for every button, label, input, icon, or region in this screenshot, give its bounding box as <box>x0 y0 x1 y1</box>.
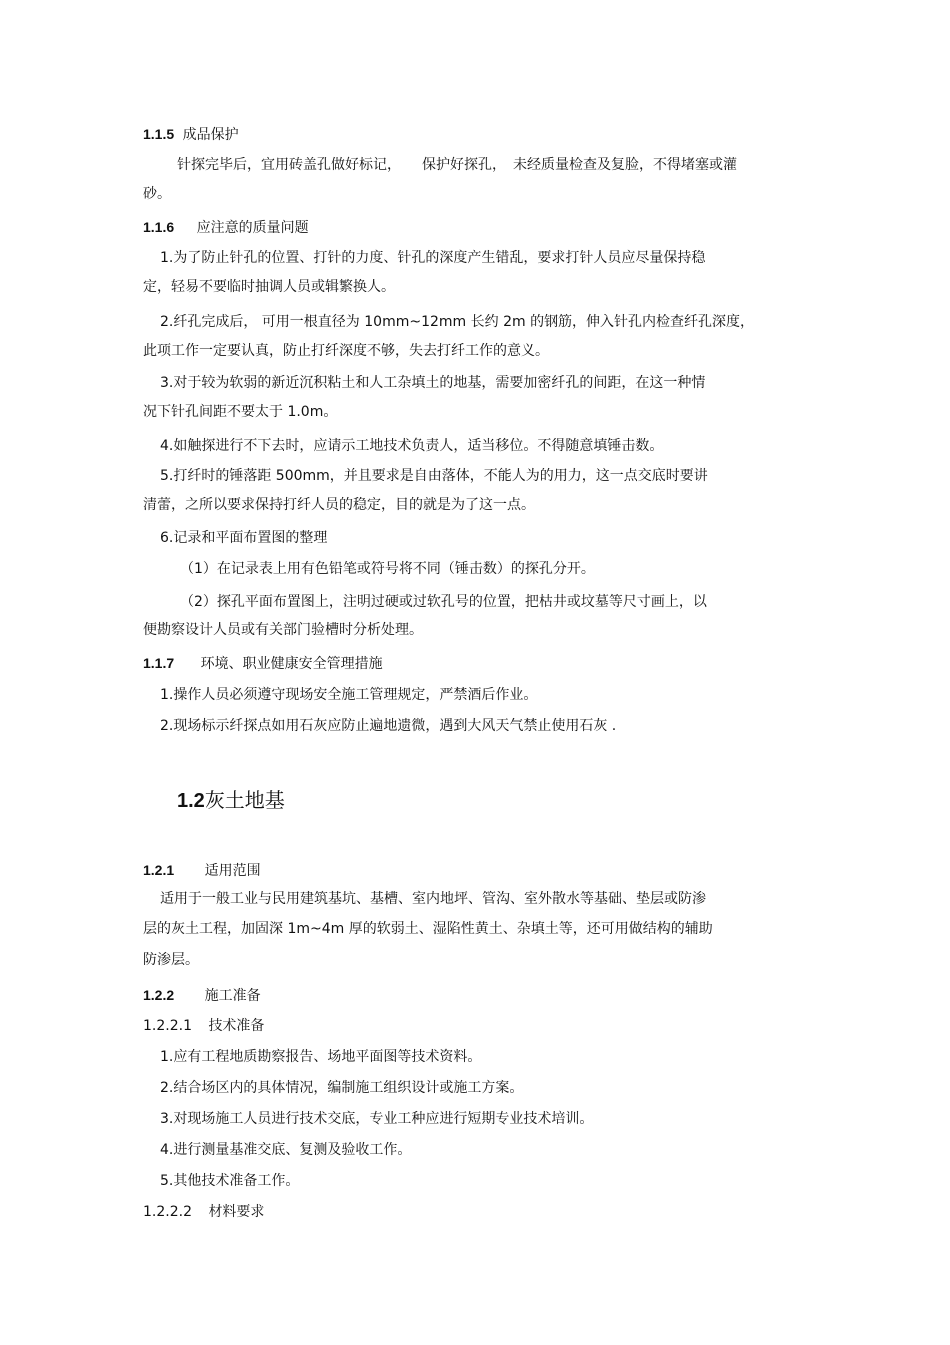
section-number: 1.2.2 <box>143 987 175 1003</box>
section-heading-1-1-5 <box>143 125 239 144</box>
section-title: 适用范围 <box>204 863 261 879</box>
section-title: 成品保护 <box>182 127 239 143</box>
section-number: 1.2.1 <box>143 862 175 878</box>
subsection-number: 1.2.2.2 <box>143 1204 192 1220</box>
paragraph-line: 3.对于较为软弱的新近沉积粘土和人工杂填土的地基，需要加密纤孔的间距，在这一种情 <box>160 375 706 391</box>
subsection-number: 1.2.2.1 <box>143 1018 192 1034</box>
paragraph-line: 1.为了防止针孔的位置、打针的力度、针孔的深度产生错乱，要求打针人员应尽量保持稳 <box>160 250 706 266</box>
section-number: 1.1.6 <box>143 219 175 235</box>
paragraph-line: 定，轻易不要临时抽调人员或辑繁换人。 <box>143 279 395 295</box>
subsection-heading-1-2-2-1 <box>143 1017 264 1035</box>
paragraph-line: 2.结合场区内的具体情况，编制施工组织设计或施工方案。 <box>160 1080 524 1096</box>
section-heading-1-1-7 <box>143 654 383 673</box>
subsection-title: 材料要求 <box>208 1204 265 1220</box>
paragraph-line: 清蕾，之所以要求保持打纤人员的稳定，目的就是为了这一点。 <box>143 497 535 513</box>
paragraph-line: 针探完毕后，宜用砖盖孔做好标记， 保护好探孔， 未经质量检查及复脸，不得堵塞或灌 <box>177 157 737 173</box>
paragraph-line: 5.打纤时的锤落距 500mm，并且要求是自由落体，不能人为的用力，这一点交底时要讲 <box>160 468 708 484</box>
paragraph-line: 防渗层。 <box>143 952 199 968</box>
subsection-title: 技术准备 <box>208 1018 265 1034</box>
paragraph-line: 4.进行测量基准交底、复测及验收工作。 <box>160 1142 412 1158</box>
paragraph-line: 适用于一般工业与民用建筑基坑、基槽、室内地坪、管沟、室外散水等基础、垫层或防渗 <box>160 891 706 907</box>
subsection-heading-1-2-2-2 <box>143 1203 264 1221</box>
paragraph-line: 4.如触探进行不下去时，应请示工地技术负责人，适当移位。不得随意填锤击数。 <box>160 438 664 454</box>
paragraph-line: 6.记录和平面布置图的整理 <box>160 530 328 546</box>
section-heading-1-1-6 <box>143 218 309 237</box>
section-number: 1.1.5 <box>143 126 175 142</box>
paragraph-line: 3.对现场施工人员进行技术交底，专业工种应进行短期专业技术培训。 <box>160 1111 594 1127</box>
chapter-heading-1-2 <box>177 787 285 814</box>
paragraph-line: （1）在记录表上用有色铅笔或符号将不同（锤击数）的探孔分开。 <box>180 561 595 577</box>
chapter-title: 灰土地基 <box>204 788 285 812</box>
section-heading-1-2-1 <box>143 861 261 880</box>
paragraph-line: 况下针孔间距不要太于 1.0m。 <box>143 404 338 420</box>
paragraph-line: 1.操作人员必须遵守现场安全施工管理规定，严禁酒后作业。 <box>160 687 538 703</box>
paragraph-line: 2.纤孔完成后， 可用一根直径为 10mm~12mm 长约 2m 的钢筋，伸入针孔内检查纤孔深度， <box>160 314 755 330</box>
chapter-number: 1.2 <box>177 790 205 812</box>
paragraph-line: 5.其他技术准备工作。 <box>160 1173 300 1189</box>
section-title: 环境、职业健康安全管理措施 <box>200 656 383 672</box>
paragraph-line: 1.应有工程地质勘察报告、场地平面图等技术资料。 <box>160 1049 482 1065</box>
section-number: 1.1.7 <box>143 655 175 671</box>
section-title: 应注意的质量问题 <box>196 220 309 236</box>
paragraph-line: 2.现场标示纤探点如用石灰应防止遍地遗微，遇到大风天气禁止使用石灰 . <box>160 718 617 734</box>
paragraph-line: 层的灰土工程，加固深 1m~4m 厚的软弱土、湿陷性黄土、杂填土等，还可用做结构的辅助 <box>143 921 713 937</box>
section-heading-1-2-2 <box>143 986 261 1005</box>
paragraph-line: 砂。 <box>143 186 171 202</box>
paragraph-line: 便勘察设计人员或有关部门验槽时分析处理。 <box>143 622 423 638</box>
section-title: 施工准备 <box>204 988 261 1004</box>
paragraph-line: 此项工作一定要认真，防止打纤深度不够，失去打纤工作的意义。 <box>143 343 549 359</box>
paragraph-line: （2）探孔平面布置图上，注明过硬或过软孔号的位置，把枯井或坟墓等尺寸画上，以 <box>180 594 707 610</box>
